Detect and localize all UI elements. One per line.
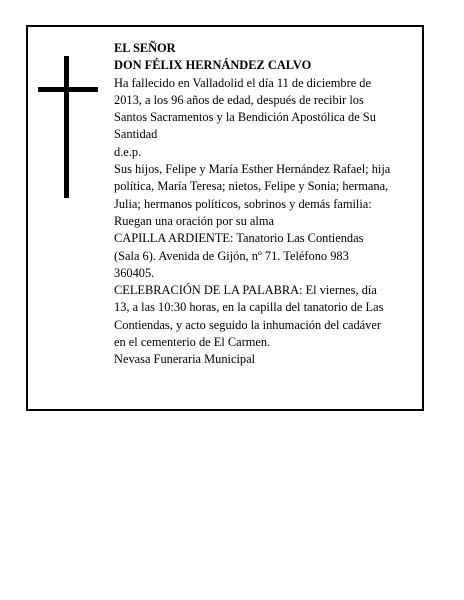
death-announcement-line: 2013, a los 96 años de edad, después de recibir los xyxy=(114,92,364,107)
family-line: política, María Teresa; nietos, Felipe y Sonia; hermana, xyxy=(114,179,389,194)
notice-heading: EL SEÑOR xyxy=(114,41,176,55)
ceremony-info-line: en el cementerio de El Carmen. xyxy=(114,335,271,350)
family-line: Sus hijos, Felipe y María Esther Hernández Rafael; hija xyxy=(114,162,391,177)
chapel-info-line: 360405. xyxy=(114,265,155,280)
death-announcement-line: Ha fallecido en Valladolid el día 11 de diciembre de xyxy=(114,75,372,90)
death-announcement-line: Santidad xyxy=(114,127,158,142)
obituary-notice xyxy=(26,25,424,411)
ceremony-info-line: Contiendas, y acto seguido la inhumación del cadáver xyxy=(114,317,382,332)
funeral-home: Nevasa Funeraria Municipal xyxy=(114,352,256,367)
death-announcement-line: Santos Sacramentos y la Bendición Apostólica de Su xyxy=(114,110,376,125)
deceased-name: DON FÉLIX HERNÁNDEZ CALVO xyxy=(114,58,312,73)
ceremony-info-line: CELEBRACIÓN DE LA PALABRA: El viernes, día xyxy=(114,283,377,298)
ceremony-info-line: 13, a las 10:30 horas, en la capilla del tanatorio de Las xyxy=(114,300,384,315)
chapel-info-line: CAPILLA ARDIENTE: Tanatorio Las Contiendas xyxy=(114,231,364,246)
cross-icon xyxy=(38,56,98,198)
prayer-request: Ruegan una oración por su alma xyxy=(114,213,274,228)
cross-horizontal-bar xyxy=(38,87,98,92)
cross-vertical-bar xyxy=(64,56,69,198)
chapel-info-line: (Sala 6). Avenida de Gijón, nº 71. Teléfono 983 xyxy=(114,248,349,263)
family-line: Julia; hermanos políticos, sobrinos y demás familia: xyxy=(114,196,372,211)
rest-in-peace-text: d.e.p. xyxy=(114,144,142,159)
notice-text xyxy=(114,40,419,369)
